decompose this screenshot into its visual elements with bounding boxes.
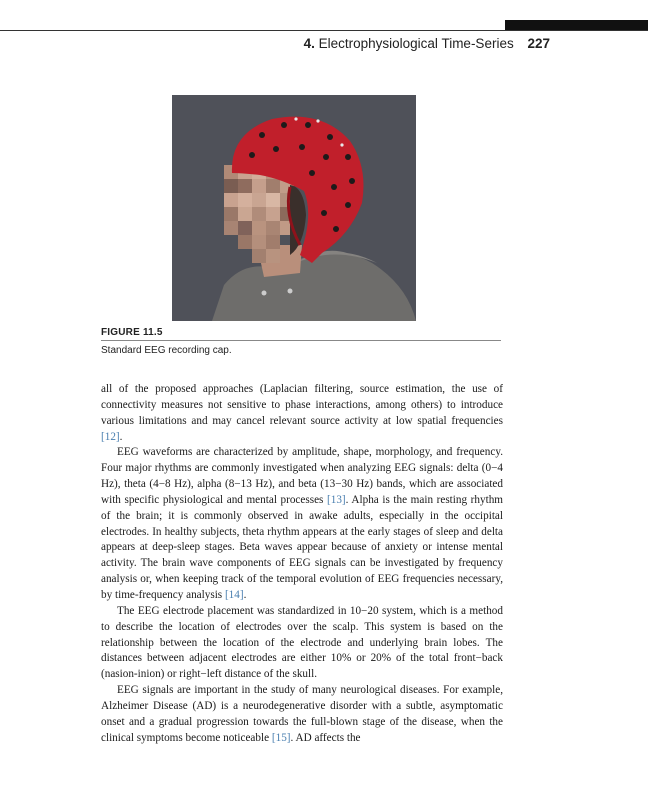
pixel [266,193,280,207]
electrode [321,210,327,216]
electrode [259,132,265,138]
paragraph-text: . AD affects the [290,731,361,744]
electrode [345,202,351,208]
citation-14[interactable]: [14] [224,588,244,601]
paragraph-1 [101,382,503,445]
pixel [266,235,280,249]
electrode [299,144,305,150]
electrode [349,178,355,184]
paragraph-text: EEG waveforms are characterized by amplitude, shape, morphology, and frequency. Four major rhythms are commonly investigated when analyzing EEG signals: delta (0−4 Hz), theta (4−8 Hz), alpha (8−13 Hz), and beta (13−30 Hz) bands, which are associated with specific physiological and mental processes [101,446,503,506]
paragraph-3 [101,604,503,683]
pixel [266,249,280,263]
header-rule [0,30,648,31]
paragraph-text: . Alpha is the main resting rhythm of the brain; it is commonly observed in awake adults, especially in the occipital electrodes. In healthy subjects, theta rhythm appears at the early stages of sleep and delta appears at deep-sleep stages. Beta waves appear because of anxiety or intense mental activity. The brain wave components of EEG signals can be investigated by frequency analysis or, when keeping track of the temporal evolution of EEG frequencies necessary, by time-frequency analysis [101,493,503,601]
paragraph-2 [101,445,503,603]
pixel [224,193,238,207]
electrode-cap-white [316,119,319,122]
pixel [224,207,238,221]
citation-12[interactable]: [12] [101,430,120,443]
paragraph-text: all of the proposed approaches (Laplacian filtering, source estimation, the use of connectivity measures not sensitive to phase interactions, among others) to introduce various limitations and may cancel relevant source activity at low spatial frequencies [101,383,503,427]
electrode [327,134,333,140]
pixel [238,193,252,207]
paragraph-4 [101,683,503,746]
electrode [305,122,311,128]
paragraph-text: The EEG electrode placement was standardized in 10−20 system, which is a method to describe the location of electrodes over the scalp. This system is based on the relationship between the location of the electrode and underlying brain lobes. The distances between adjacent electrodes are either 10% or 20% of the total front−back (nasion-inion) or right−left distance of the skull. [101,604,503,681]
pixel [252,207,266,221]
page-number: 227 [527,36,550,51]
pixel [238,221,252,235]
electrode [333,226,339,232]
paragraph-text: EEG signals are important in the study of many neurological diseases. For example, Alzheimer Disease (AD) is a neurodegenerative disorder with a subtle, asymptomatic onset and a gradual progression towards the full-blown stage of the disease, when the clinical symptoms become noticeable [101,684,503,744]
electrode-cap-white [294,117,297,120]
pixel [224,221,238,235]
pixel [266,221,280,235]
electrode [345,154,351,160]
figure-caption: Standard EEG recording cap. [101,345,232,356]
pixel [252,249,266,263]
paragraph-text: . [243,588,247,601]
header-black-bar [505,20,648,30]
pixel [224,179,238,193]
body-text [101,382,503,746]
pixel [266,207,280,221]
citation-15[interactable]: [15] [271,731,291,744]
figure-caption-rule [101,340,501,341]
electrode [323,154,329,160]
paragraph-text: . [119,430,123,443]
electrode-cap-white [340,143,343,146]
figure-image [172,95,416,321]
pixel [252,221,266,235]
chapter-number: 4. [303,36,315,51]
running-head [304,36,550,51]
pixel [238,179,252,193]
pixel [252,235,266,249]
eeg-cap-photo [172,95,416,321]
pixel [238,235,252,249]
hoodie-grommet [262,291,267,296]
electrode [273,146,279,152]
pixel [252,179,266,193]
figure-label: FIGURE 11.5 [101,327,163,338]
citation-13[interactable]: [13] [327,493,346,506]
electrode [309,170,315,176]
electrode [331,184,337,190]
chapter-title: Electrophysiological Time-Series [318,36,514,51]
pixel [252,193,266,207]
electrode [249,152,255,158]
pixel [266,179,280,193]
hoodie-grommet [288,289,293,294]
electrode [281,122,287,128]
pixel [238,207,252,221]
